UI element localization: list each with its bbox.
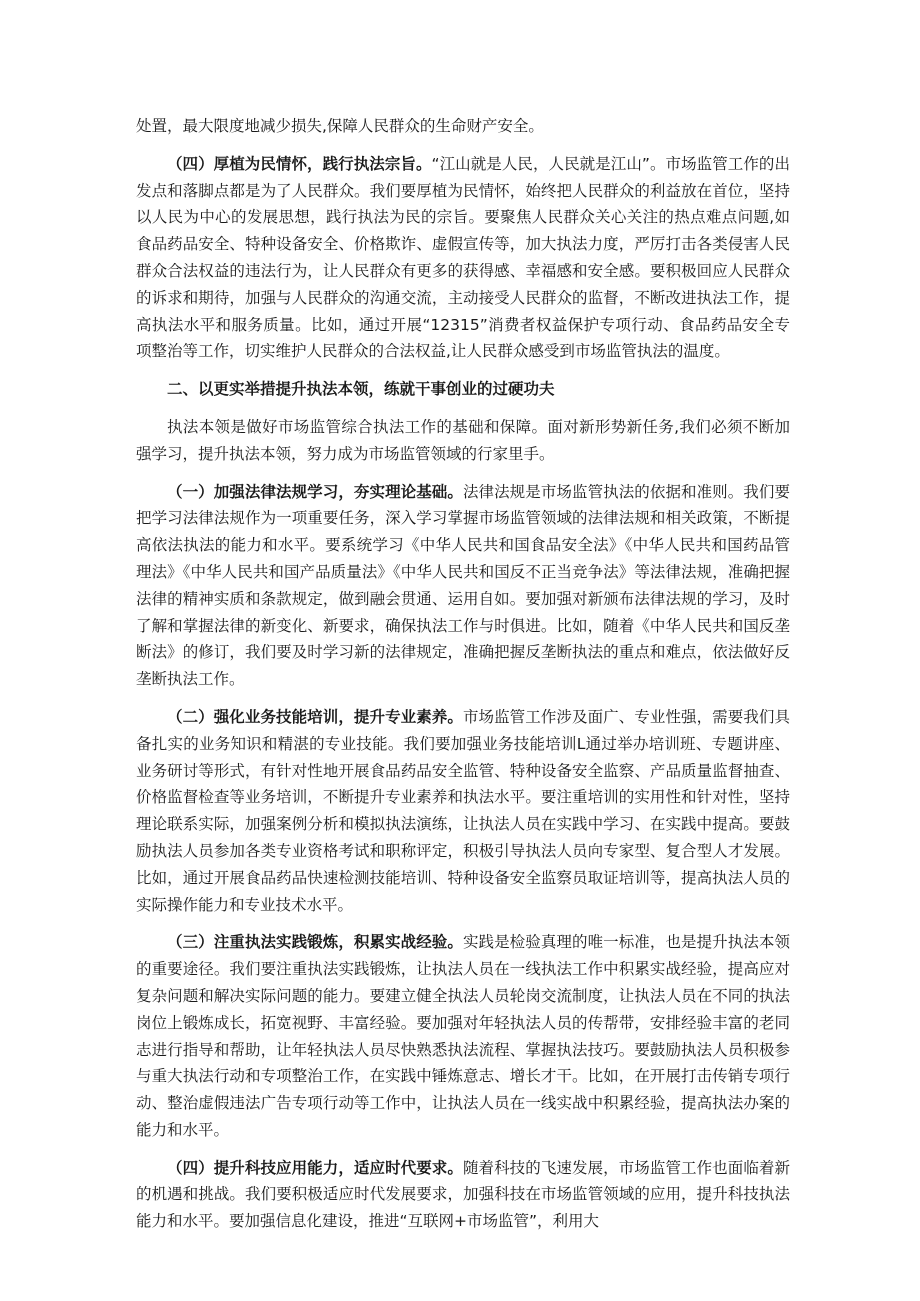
document-page — [136, 113, 790, 1246]
section-heading-text: 二、以更实举措提升执法本领，练就干事创业的过硬功夫 — [167, 380, 555, 399]
paragraph-text: 实践是检验真理的唯一标准，也是提升执法本领的重要途径。我们要注重执法实践锻炼，让执法人员在一线执法工作中积累实战经验，提高应对复杂问题和解决实际问题的能力。要建立健全执法人员轮岗交流制度，让执法人员在不同的执法岗位上锻炼成长，拓宽视野、丰富经验。要加强对年轻执法人员的传帮带，安排经验丰富的老同志进行指导和帮助，让年轻执法人员尽快熟悉执法流程、掌握执法技巧。要鼓励执法人员积极参与重大执法行动和专项整治工作，在实践中锤炼意志、增长才干。比如，在开展打击传销专项行动、整治虚假违法广告专项行动等工作中，让执法人员在一线实战中积累经验，提高执法办案的能力和水平。 — [136, 933, 790, 1139]
paragraph-subsection-3-practice — [136, 929, 790, 1143]
paragraph-text: 市场监管工作涉及面广、专业性强，需要我们具备扎实的业务知识和精湛的专业技能。我们要加强业务技能培训L通过举办培训班、专题讲座、业务研讨等形式，有针对性地开展食品药品安全监管、特种设备安全监察、产品质量监督抽查、价格监督检查等业务培训，不断提升专业素养和执法水平。要注重培训的实用性和针对性，坚持理论联系实际，加强案例分析和模拟执法演练，让执法人员在实践中学习、在实践中提高。要鼓励执法人员参加各类专业资格考试和职称评定，积极引导执法人员向专家型、复合型人才发展。比如，通过开展食品药品快速检测技能培训、特种设备安全监察员取证培训等，提高执法人员的实际操作能力和专业技术水平。 — [136, 707, 790, 914]
paragraph-text: 随着科技的飞速发展，市场监管工作也面临着新的机遇和挑战。我们要积极适应时代发展要求，加强科技在市场监管领域的应用，提升科技执法能力和水平。要加强信息化建设，推进“互联网+市场监管”，利用大 — [136, 1158, 790, 1231]
paragraph-subsection-4-technology — [136, 1155, 790, 1235]
paragraph-section-4-people — [136, 151, 790, 365]
paragraph-intro — [136, 414, 790, 468]
paragraph-subsection-2-training — [136, 704, 790, 918]
paragraph-text: 执法本领是做好市场监管综合执法工作的基础和保障。面对新形势新任务,我们必须不断加强学习，提升执法本领，努力成为市场监管领域的行家里手。 — [136, 417, 790, 463]
paragraph-lead-heading: （四）厚植为民情怀，践行执法宗旨。 — [167, 154, 432, 173]
paragraph-text: 处置，最大限度地减少损失,保障人民群众的生命财产安全。 — [136, 117, 544, 135]
paragraph-lead-heading: （二）强化业务技能培训，提升专业素养。 — [167, 707, 463, 726]
paragraph-lead-heading: （一）加强法律法规学习，夯实理论基础。 — [167, 482, 463, 501]
paragraph-text: 法律法规是市场监管执法的依据和准则。我们要把学习法律法规作为一项重要任务，深入学习掌握市场监管领域的法律法规和相关政策，不断提高依法执法的能力和水平。要系统学习《中华人民共和国食品安全法》《中华人民共和国药品管理法》《中华人民共和国产品质量法》《中华人民共和国反不正当竞争法》等法律法规，准确把握法律的精神实质和条款规定，做到融会贯通、运用自如。要加强对新颁布法律法规的学习，及时了解和掌握法律的新变化、新要求，确保执法工作与时俱进。比如，随着《中华人民共和国反垄断法》的修订，我们要及时学习新的法律规定，准确把握反垄断执法的重点和难点，依法做好反垄断执法工作。 — [136, 482, 790, 689]
paragraph-continuation — [136, 113, 790, 140]
paragraph-lead-heading: （三）注重执法实践锻炼，积累实战经验。 — [167, 933, 463, 952]
paragraph-lead-heading: （四）提升科技应用能力，适应时代要求。 — [167, 1158, 463, 1177]
section-heading-2 — [136, 376, 790, 403]
paragraph-subsection-1-law — [136, 479, 790, 693]
paragraph-text: “江山就是人民，人民就是江山”。市场监管工作的出发点和落脚点都是为了人民群众。我们要厚植为民情怀，始终把人民群众的利益放在首位，坚持以人民为中心的发展思想，践行执法为民的宗旨。要聚焦人民群众关心关注的热点难点问题,如食品药品安全、特种设备安全、价格欺诈、虚假宣传等，加大执法力度，严厉打击各类侵害人民群众合法权益的违法行为，让人民群众有更多的获得感、幸福感和安全感。要积极回应人民群众的诉求和期待，加强与人民群众的沟通交流，主动接受人民群众的监督，不断改进执法工作，提高执法水平和服务质量。比如，通过开展“12315”消费者权益保护专项行动、食品药品安全专项整治等工作，切实维护人民群众的合法权益,让人民群众感受到市场监管执法的温度。 — [136, 154, 790, 361]
